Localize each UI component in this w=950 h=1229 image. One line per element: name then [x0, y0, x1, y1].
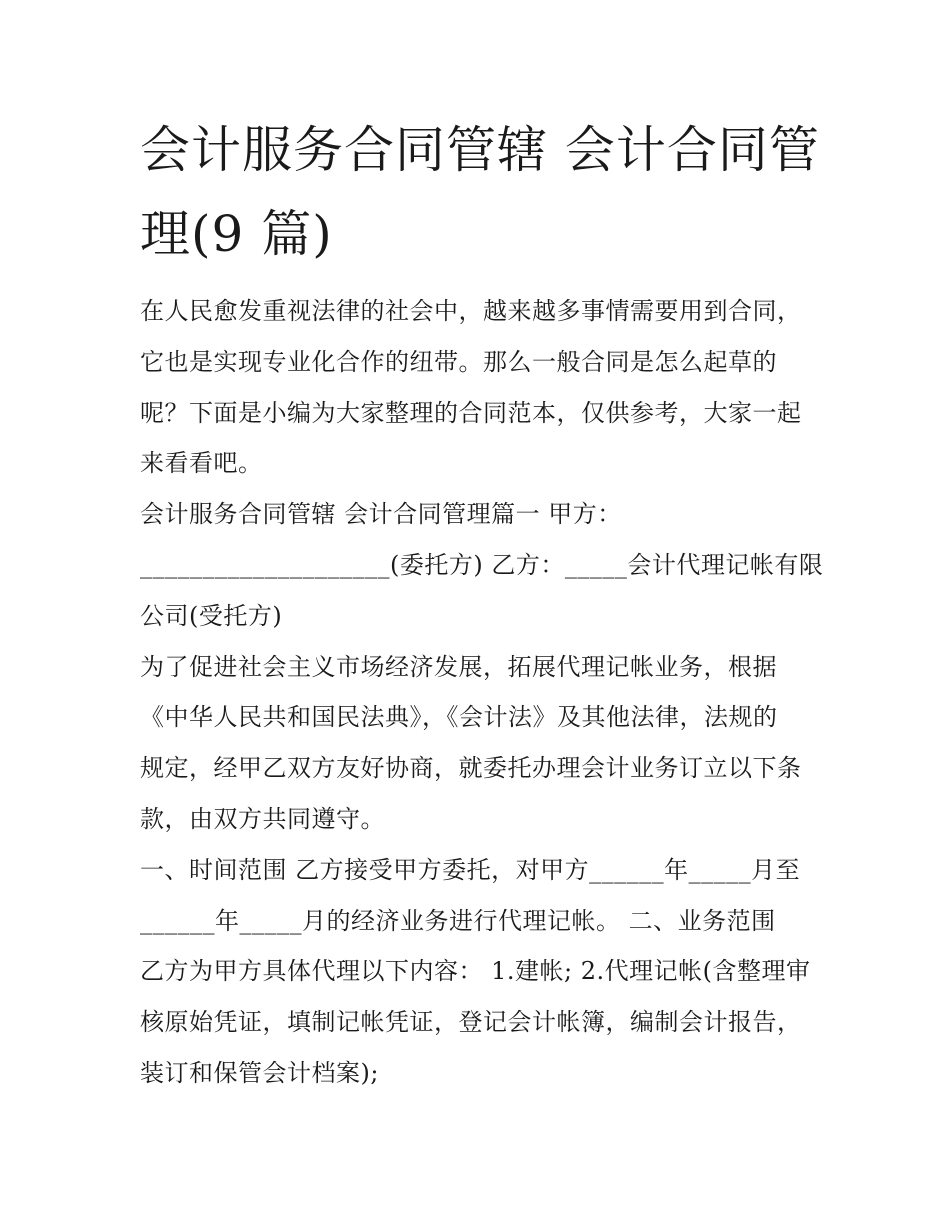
document-title — [140, 108, 820, 276]
text-line: 核原始凭证，填制记帐凭证，登记会计帐簿，编制会计报告， — [140, 1008, 802, 1037]
text-line: 在人民愈发重视法律的社会中，越来越多事情需要用到合同， — [140, 297, 802, 325]
text-line: 乙方为甲方具体代理以下内容： 1.建帐; 2.代理记帐(含整理审 — [140, 957, 811, 986]
text-line: 为了促进社会主义市场经济发展，拓展代理记帐业务，根据 — [140, 652, 777, 681]
text-line: 呢？下面是小编为大家整理的合同范本，仅供参考，大家一起 — [140, 398, 802, 427]
text-line: 来看看吧。 — [140, 449, 263, 478]
text-line: 款，由双方共同遵守。 — [140, 804, 385, 833]
text-line: 一、时间范围 乙方接受甲方委托，对甲方______年_____月至 — [140, 855, 801, 884]
text-line: 公司(受托方) — [140, 601, 283, 630]
title-line: 理(9 篇) — [140, 205, 333, 263]
title-line: 会计服务合同管辖 会计合同管 — [140, 121, 820, 179]
text-line: 《中华人民共和国民法典》，《会计法》及其他法律，法规的 — [140, 703, 778, 732]
text-line: 规定，经甲乙双方友好协商，就委托办理会计业务订立以下条 — [140, 754, 802, 783]
text-line: ____________________(委托方) 乙方：_____会计代理记帐有限 — [140, 550, 824, 579]
text-line: ______年_____月的经济业务进行代理记帐。 二、业务范围 — [140, 906, 776, 935]
purpose-paragraph — [140, 642, 820, 845]
intro-paragraph — [140, 286, 820, 489]
document-page — [140, 108, 824, 1099]
terms-paragraph — [140, 845, 820, 1099]
parties-paragraph — [140, 489, 824, 641]
text-line: 装订和保管会计档案); — [140, 1058, 379, 1087]
text-line: 它也是实现专业化合作的纽带。那么一般合同是怎么起草的 — [140, 347, 777, 376]
text-line: 会计服务合同管辖 会计合同管理篇一 甲方： — [140, 500, 622, 529]
